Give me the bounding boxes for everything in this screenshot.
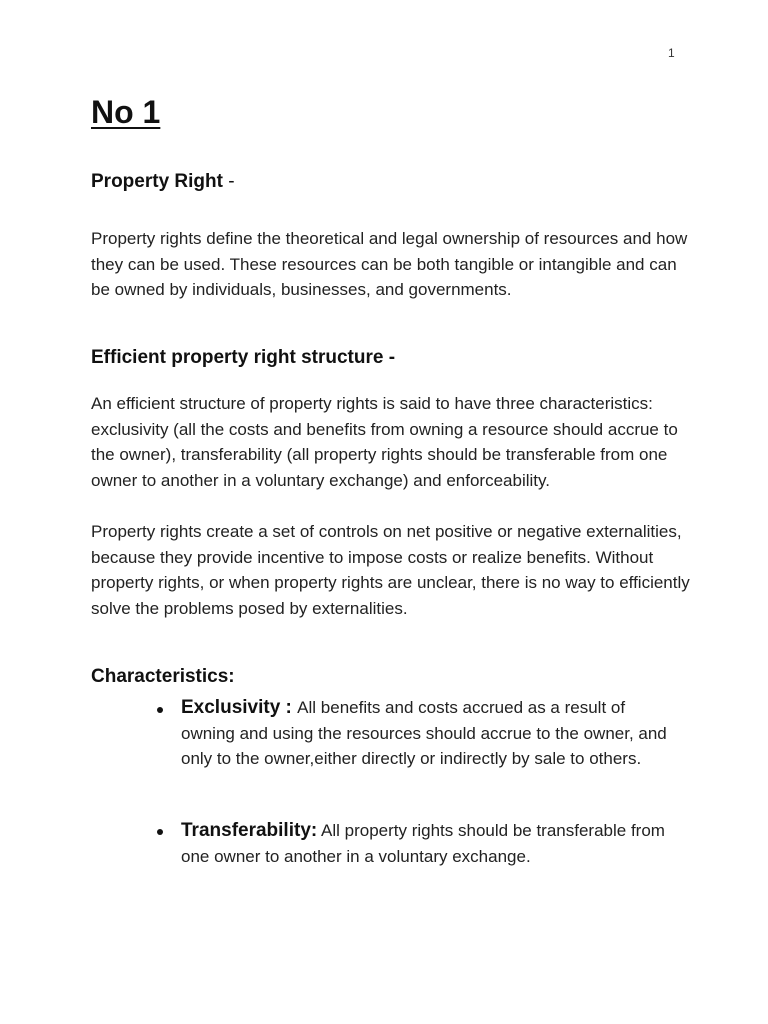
bullet-icon (157, 829, 163, 835)
document-title: No 1 (91, 94, 161, 130)
bullet-term: Transferability: (181, 820, 318, 841)
bullet-icon (157, 707, 163, 713)
heading-text: Efficient property right structure - (91, 347, 396, 368)
characteristics-heading: Characteristics: (91, 666, 235, 687)
paragraph-externalities: Property rights create a set of controls on net positive or negative externalities, because they provide incentive to impose costs or realize benefits. Without property rights, or when property rights are unclear, there is no way to efficiently solve the problems posed by externalities. (91, 522, 690, 619)
section-heading-efficient-structure (91, 347, 395, 369)
bullet-text (181, 818, 681, 869)
heading-text: Property Right (91, 171, 223, 192)
paragraph-efficient-structure: An efficient structure of property rights is said to have three characteristics: exclusivity (all the costs and benefits from owning a resource should accrue to the owner), transferability (all property rights should be transferable from one owner to another in a voluntary exchange) and enforceability. (91, 394, 678, 491)
bullet-description: All benefits and costs accrued as a result of owning and using the resources should accrue to the owner, and only to the owner,either directly or indirectly by sale to others. (181, 698, 667, 769)
heading-dash: - (222, 171, 235, 192)
bullet-term: Exclusivity : (181, 697, 298, 718)
bullet-text (181, 695, 681, 772)
bullet-description: All property rights should be transferable from one owner to another in a voluntary exchange. (181, 821, 665, 866)
page-number: 1 (668, 46, 675, 60)
section-heading-property-right (91, 171, 235, 193)
paragraph-property-right-definition: Property rights define the theoretical and legal ownership of resources and how they can be used. These resources can be both tangible or intangible and can be owned by individuals, businesses, and governments. (91, 229, 688, 300)
